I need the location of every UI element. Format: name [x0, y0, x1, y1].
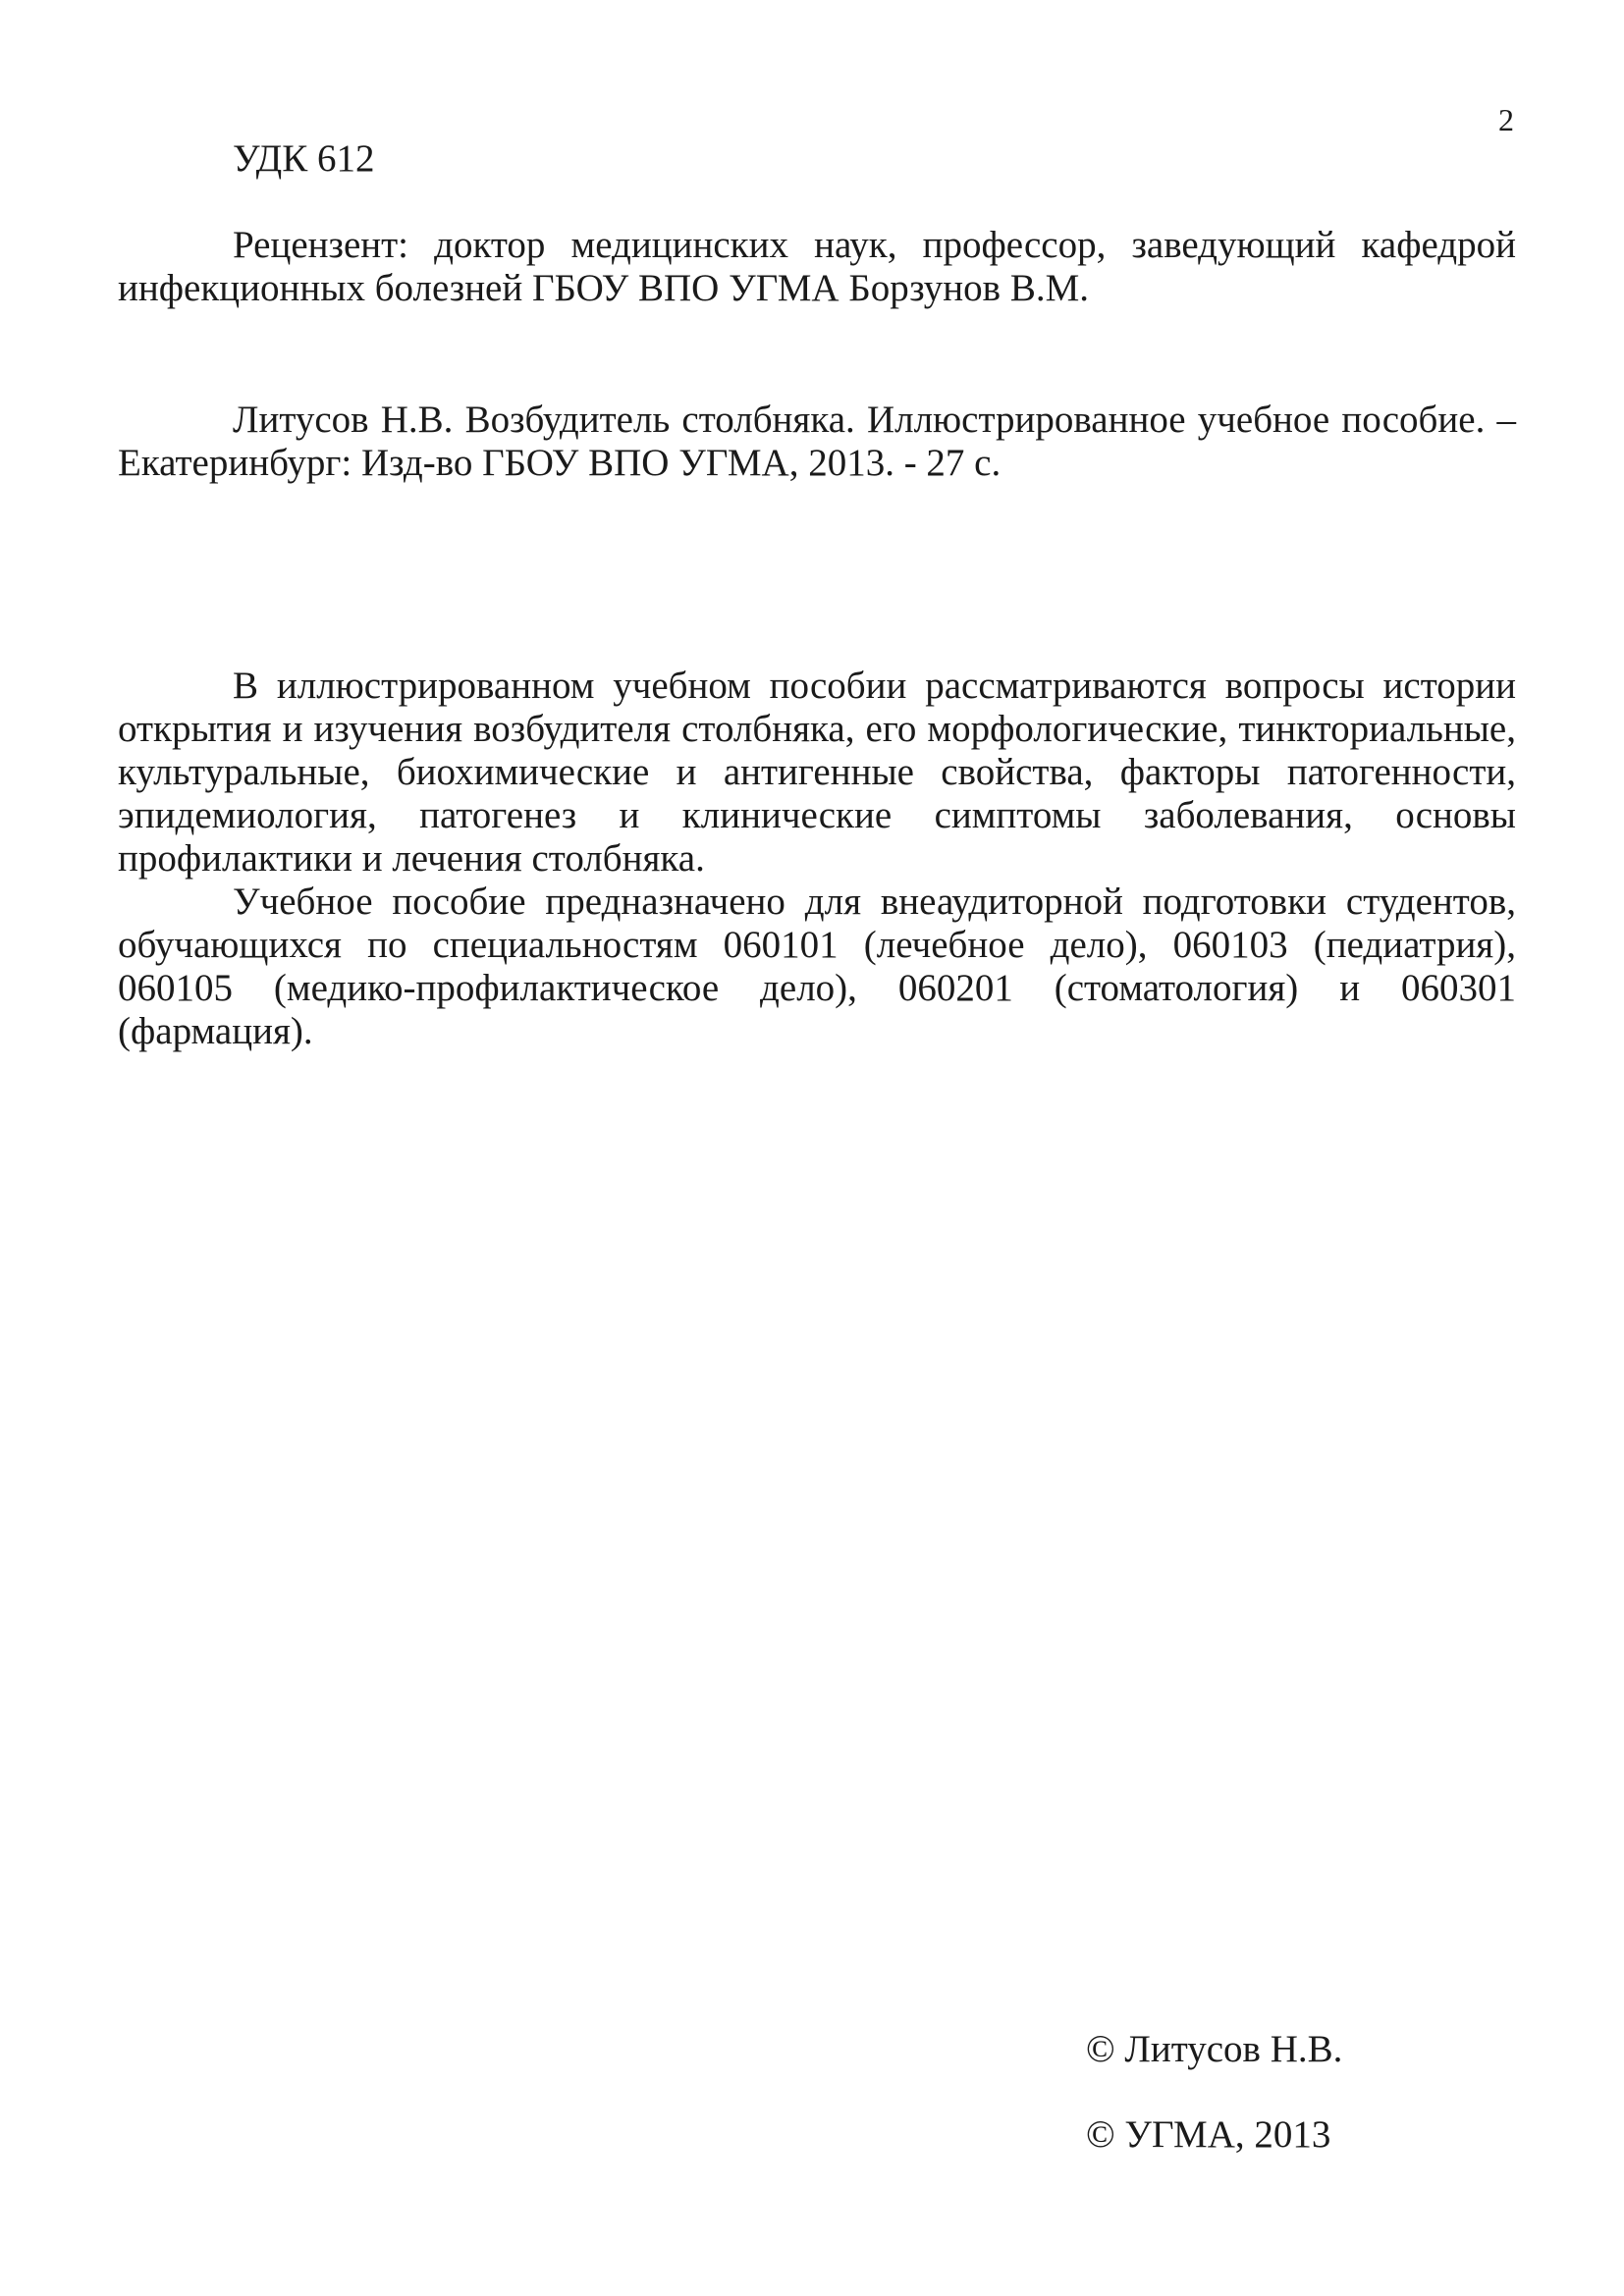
citation-text: Литусов Н.В. Возбудитель столбняка. Иллюстрированное учебное пособие. – Екатеринбург: Изд-во ГБОУ ВПО УГМА, 2013. - 27 с.	[118, 399, 1516, 484]
citation-block	[118, 399, 1516, 485]
reviewer-text: Рецензент: доктор медицинских наук, профессор, заведующий кафедрой инфекционных болезней ГБОУ ВПО УГМА Борзунов В.М.	[118, 224, 1516, 309]
abstract-block	[118, 665, 1516, 1053]
page-number: 2	[1498, 102, 1514, 137]
abstract-paragraph-1: В иллюстрированном учебном пособии рассматриваются вопросы истории открытия и изучения возбудителя столбняка, его морфологические, тинкториальные, культуральные, биохимические и антигенные свойства, факторы патогенности, эпидемиология, патогенез и клинические симптомы заболевания, основы профилактики и лечения столбняка.	[118, 665, 1516, 880]
copyright-organization: © УГМА, 2013	[1086, 2113, 1331, 2156]
udk-code: УДК 612	[233, 137, 375, 180]
abstract-paragraph-2: Учебное пособие предназначено для внеаудиторной подготовки студентов, обучающихся по специальностям 060101 (лечебное дело), 060103 (педиатрия), 060105 (медико-профилактическое дело), 060201 (стоматология) и 060301 (фармация).	[118, 881, 1516, 1052]
reviewer-block	[118, 224, 1516, 310]
copyright-author: © Литусов Н.В.	[1086, 2028, 1343, 2070]
